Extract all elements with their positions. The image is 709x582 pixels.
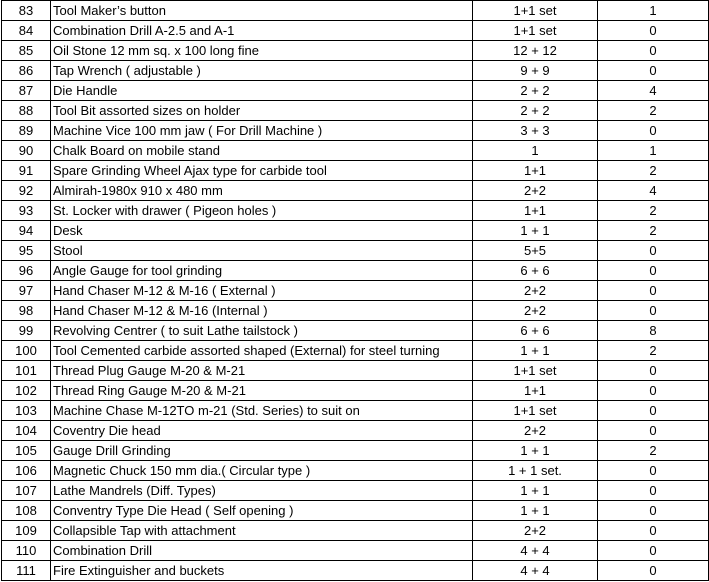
stock-cell: 0 <box>598 241 709 261</box>
quantity-cell: 1+1 set <box>473 401 598 421</box>
table-row <box>2 441 709 461</box>
quantity-cell: 6 + 6 <box>473 321 598 341</box>
serial-number-cell: 89 <box>2 121 51 141</box>
serial-number-cell: 110 <box>2 541 51 561</box>
serial-number-cell: 85 <box>2 41 51 61</box>
description-cell: Thread Plug Gauge M-20 & M-21 <box>51 361 473 381</box>
quantity-cell: 1 + 1 <box>473 441 598 461</box>
quantity-cell: 12 + 12 <box>473 41 598 61</box>
stock-cell: 8 <box>598 321 709 341</box>
description-cell: Tap Wrench ( adjustable ) <box>51 61 473 81</box>
table-row <box>2 181 709 201</box>
serial-number-cell: 88 <box>2 101 51 121</box>
table-row <box>2 121 709 141</box>
quantity-cell: 1 + 1 <box>473 501 598 521</box>
quantity-cell: 1 + 1 <box>473 341 598 361</box>
description-cell: Fire Extinguisher and buckets <box>51 561 473 581</box>
description-cell: Revolving Centrer ( to suit Lathe tailstock ) <box>51 321 473 341</box>
quantity-cell: 5+5 <box>473 241 598 261</box>
table-row <box>2 461 709 481</box>
stock-cell: 0 <box>598 421 709 441</box>
description-cell: Desk <box>51 221 473 241</box>
quantity-cell: 1+1 <box>473 161 598 181</box>
table-row <box>2 261 709 281</box>
description-cell: Combination Drill <box>51 541 473 561</box>
stock-cell: 0 <box>598 401 709 421</box>
table-row <box>2 241 709 261</box>
serial-number-cell: 95 <box>2 241 51 261</box>
quantity-cell: 1 + 1 set. <box>473 461 598 481</box>
description-cell: Conventry Type Die Head ( Self opening ) <box>51 501 473 521</box>
serial-number-cell: 108 <box>2 501 51 521</box>
stock-cell: 0 <box>598 261 709 281</box>
stock-cell: 0 <box>598 481 709 501</box>
stock-cell: 0 <box>598 21 709 41</box>
description-cell: Machine Vice 100 mm jaw ( For Drill Machine ) <box>51 121 473 141</box>
description-cell: Magnetic Chuck 150 mm dia.( Circular type ) <box>51 461 473 481</box>
description-cell: Stool <box>51 241 473 261</box>
serial-number-cell: 90 <box>2 141 51 161</box>
stock-cell: 2 <box>598 341 709 361</box>
stock-cell: 0 <box>598 121 709 141</box>
quantity-cell: 9 + 9 <box>473 61 598 81</box>
serial-number-cell: 109 <box>2 521 51 541</box>
serial-number-cell: 92 <box>2 181 51 201</box>
stock-cell: 0 <box>598 541 709 561</box>
quantity-cell: 1+1 set <box>473 361 598 381</box>
stock-cell: 2 <box>598 201 709 221</box>
serial-number-cell: 101 <box>2 361 51 381</box>
table-row <box>2 61 709 81</box>
description-cell: Oil Stone 12 mm sq. x 100 long fine <box>51 41 473 61</box>
table-row <box>2 321 709 341</box>
serial-number-cell: 107 <box>2 481 51 501</box>
description-cell: Gauge Drill Grinding <box>51 441 473 461</box>
quantity-cell: 1+1 <box>473 381 598 401</box>
stock-cell: 4 <box>598 81 709 101</box>
stock-cell: 0 <box>598 461 709 481</box>
table-row <box>2 1 709 21</box>
serial-number-cell: 111 <box>2 561 51 581</box>
stock-cell: 1 <box>598 1 709 21</box>
table-row <box>2 421 709 441</box>
stock-cell: 2 <box>598 101 709 121</box>
table-row <box>2 21 709 41</box>
serial-number-cell: 99 <box>2 321 51 341</box>
quantity-cell: 2+2 <box>473 281 598 301</box>
serial-number-cell: 100 <box>2 341 51 361</box>
quantity-cell: 1 + 1 <box>473 481 598 501</box>
table-row <box>2 341 709 361</box>
description-cell: Coventry Die head <box>51 421 473 441</box>
quantity-cell: 6 + 6 <box>473 261 598 281</box>
description-cell: Almirah-1980x 910 x 480 mm <box>51 181 473 201</box>
stock-cell: 0 <box>598 501 709 521</box>
serial-number-cell: 93 <box>2 201 51 221</box>
table-row <box>2 541 709 561</box>
table-row <box>2 501 709 521</box>
serial-number-cell: 102 <box>2 381 51 401</box>
serial-number-cell: 83 <box>2 1 51 21</box>
stock-cell: 2 <box>598 441 709 461</box>
description-cell: Die Handle <box>51 81 473 101</box>
description-cell: St. Locker with drawer ( Pigeon holes ) <box>51 201 473 221</box>
quantity-cell: 2+2 <box>473 521 598 541</box>
stock-cell: 0 <box>598 521 709 541</box>
stock-cell: 0 <box>598 561 709 581</box>
serial-number-cell: 84 <box>2 21 51 41</box>
description-cell: Hand Chaser M-12 & M-16 ( External ) <box>51 281 473 301</box>
description-cell: Chalk Board on mobile stand <box>51 141 473 161</box>
quantity-cell: 2 + 2 <box>473 101 598 121</box>
stock-cell: 0 <box>598 41 709 61</box>
quantity-cell: 1 + 1 <box>473 221 598 241</box>
quantity-cell: 2+2 <box>473 181 598 201</box>
stock-cell: 0 <box>598 361 709 381</box>
serial-number-cell: 98 <box>2 301 51 321</box>
serial-number-cell: 104 <box>2 421 51 441</box>
stock-cell: 1 <box>598 141 709 161</box>
table-row <box>2 41 709 61</box>
table-row <box>2 141 709 161</box>
equipment-table <box>1 0 709 581</box>
description-cell: Tool Bit assorted sizes on holder <box>51 101 473 121</box>
quantity-cell: 4 + 4 <box>473 541 598 561</box>
description-cell: Combination Drill A-2.5 and A-1 <box>51 21 473 41</box>
table-row <box>2 521 709 541</box>
stock-cell: 0 <box>598 381 709 401</box>
stock-cell: 4 <box>598 181 709 201</box>
stock-cell: 2 <box>598 161 709 181</box>
stock-cell: 2 <box>598 221 709 241</box>
stock-cell: 0 <box>598 281 709 301</box>
serial-number-cell: 86 <box>2 61 51 81</box>
serial-number-cell: 91 <box>2 161 51 181</box>
table-row <box>2 401 709 421</box>
serial-number-cell: 103 <box>2 401 51 421</box>
serial-number-cell: 106 <box>2 461 51 481</box>
table-row <box>2 161 709 181</box>
quantity-cell: 1 <box>473 141 598 161</box>
quantity-cell: 2 + 2 <box>473 81 598 101</box>
quantity-cell: 3 + 3 <box>473 121 598 141</box>
serial-number-cell: 105 <box>2 441 51 461</box>
table-row <box>2 81 709 101</box>
table-row <box>2 481 709 501</box>
quantity-cell: 1+1 <box>473 201 598 221</box>
description-cell: Angle Gauge for tool grinding <box>51 261 473 281</box>
table-row <box>2 281 709 301</box>
quantity-cell: 4 + 4 <box>473 561 598 581</box>
quantity-cell: 2+2 <box>473 421 598 441</box>
serial-number-cell: 94 <box>2 221 51 241</box>
description-cell: Tool Maker’s button <box>51 1 473 21</box>
table-row <box>2 201 709 221</box>
table-row <box>2 301 709 321</box>
description-cell: Hand Chaser M-12 & M-16 (Internal ) <box>51 301 473 321</box>
description-cell: Thread Ring Gauge M-20 & M-21 <box>51 381 473 401</box>
quantity-cell: 1+1 set <box>473 21 598 41</box>
description-cell: Tool Cemented carbide assorted shaped (External) for steel turning <box>51 341 473 361</box>
description-cell: Lathe Mandrels (Diff. Types) <box>51 481 473 501</box>
serial-number-cell: 87 <box>2 81 51 101</box>
equipment-table-body <box>2 1 709 581</box>
serial-number-cell: 97 <box>2 281 51 301</box>
table-row <box>2 221 709 241</box>
table-row <box>2 361 709 381</box>
quantity-cell: 2+2 <box>473 301 598 321</box>
stock-cell: 0 <box>598 61 709 81</box>
quantity-cell: 1+1 set <box>473 1 598 21</box>
stock-cell: 0 <box>598 301 709 321</box>
description-cell: Spare Grinding Wheel Ajax type for carbide tool <box>51 161 473 181</box>
table-row <box>2 381 709 401</box>
description-cell: Machine Chase M-12TO m-21 (Std. Series) to suit on <box>51 401 473 421</box>
serial-number-cell: 96 <box>2 261 51 281</box>
description-cell: Collapsible Tap with attachment <box>51 521 473 541</box>
table-row <box>2 101 709 121</box>
table-row <box>2 561 709 581</box>
